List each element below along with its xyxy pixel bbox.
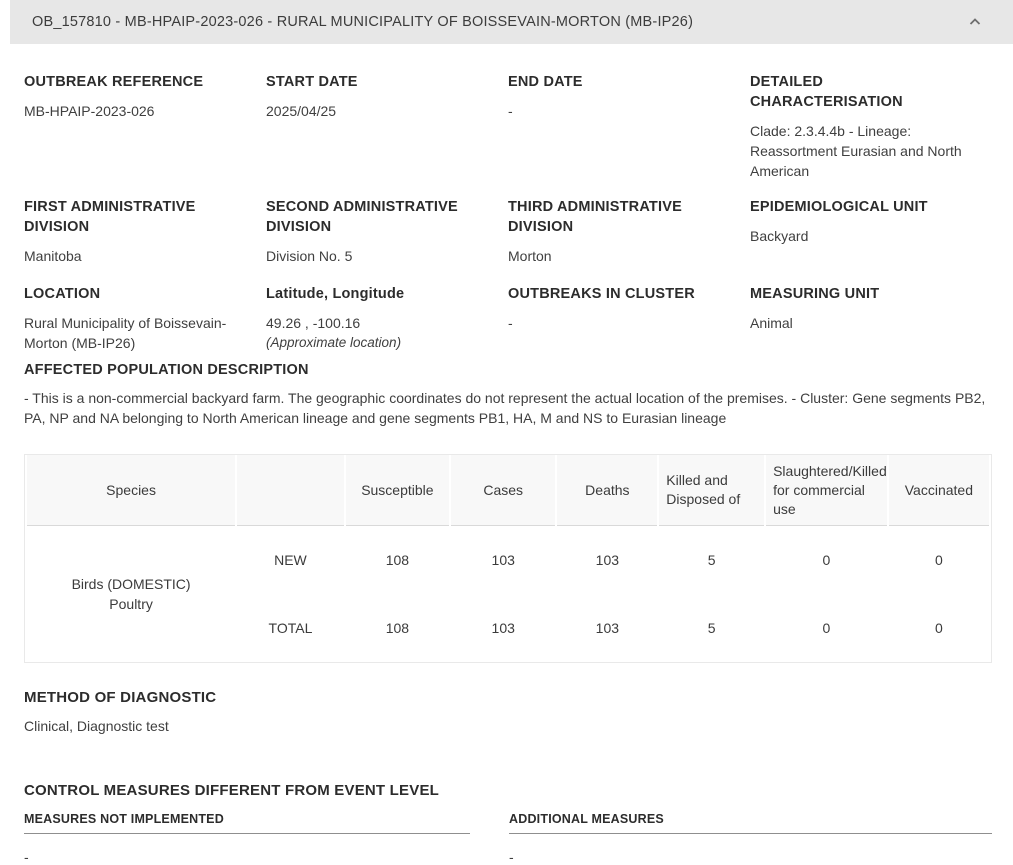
affected-population-text: - This is a non-commercial backyard farm. The geographic coordinates do not represent the actual location of the premises. - Cluster: Gene segments PB2, PA, NP and NA belonging to North American lineage and gene segments PB1, HA, M and NS to Eurasian lineage bbox=[24, 390, 986, 426]
field-location bbox=[24, 284, 266, 353]
field-value: Backyard bbox=[750, 228, 809, 244]
chevron-up-icon[interactable] bbox=[967, 14, 983, 30]
table-row-new bbox=[27, 526, 989, 594]
column-header-killed-disposed: Killed and Disposed of bbox=[659, 455, 764, 526]
column-header-slaughtered: Slaughtered/Killed for commercial use bbox=[766, 455, 887, 526]
outbreak-detail-panel bbox=[0, 44, 1013, 865]
field-value: Division No. 5 bbox=[266, 248, 353, 264]
field-value: Manitoba bbox=[24, 248, 82, 264]
field-outbreak-reference bbox=[24, 72, 266, 181]
vaccinated-cell: 0 bbox=[934, 620, 943, 636]
field-third-admin-division bbox=[508, 197, 750, 266]
additional-measures-value: - bbox=[509, 849, 514, 865]
column-header-species: Species bbox=[27, 455, 235, 526]
field-value: Rural Municipality of Boissevain-Morton (MB-IP26) bbox=[24, 315, 227, 351]
field-label: LOCATION bbox=[24, 286, 101, 302]
field-label: END DATE bbox=[508, 74, 583, 90]
field-label: THIRD ADMINISTRATIVE DIVISION bbox=[508, 199, 682, 235]
row-type-cell: NEW bbox=[274, 552, 307, 568]
susceptible-cell: 108 bbox=[385, 552, 410, 568]
field-latitude-longitude bbox=[266, 284, 508, 353]
deaths-cell: 103 bbox=[595, 552, 620, 568]
additional-measures-column bbox=[509, 812, 992, 865]
column-header-deaths: Deaths bbox=[557, 455, 657, 526]
field-value: 49.26 , -100.16 bbox=[266, 315, 361, 331]
column-header-susceptible: Susceptible bbox=[346, 455, 449, 526]
field-value: Animal bbox=[750, 315, 793, 331]
deaths-cell: 103 bbox=[595, 620, 620, 636]
field-first-admin-division bbox=[24, 197, 266, 266]
affected-population-label: AFFECTED POPULATION DESCRIPTION bbox=[24, 362, 309, 378]
affected-population-section bbox=[24, 360, 992, 428]
species-subtype: Poultry bbox=[109, 596, 153, 612]
field-end-date bbox=[508, 72, 750, 181]
field-value: 2025/04/25 bbox=[266, 103, 337, 119]
field-outbreaks-in-cluster bbox=[508, 284, 750, 353]
field-value: MB-HPAIP-2023-026 bbox=[24, 103, 155, 119]
field-second-admin-division bbox=[266, 197, 508, 266]
field-label: MEASURING UNIT bbox=[750, 286, 880, 302]
field-value: - bbox=[508, 103, 513, 119]
susceptible-cell: 108 bbox=[385, 620, 410, 636]
outbreak-title: OB_157810 - MB-HPAIP-2023-026 - RURAL MUNICIPALITY OF BOISSEVAIN-MORTON (MB-IP26) bbox=[32, 14, 694, 30]
cases-cell: 103 bbox=[491, 620, 515, 636]
killed-disposed-cell: 5 bbox=[707, 620, 716, 636]
control-measures-title: CONTROL MEASURES DIFFERENT FROM EVENT LEVEL bbox=[24, 782, 440, 799]
outbreak-accordion-header[interactable] bbox=[10, 0, 1013, 44]
field-start-date bbox=[266, 72, 508, 181]
method-of-diagnostic-value: Clinical, Diagnostic test bbox=[24, 718, 169, 734]
method-of-diagnostic-section bbox=[24, 687, 992, 736]
field-label: DETAILED CHARACTERISATION bbox=[750, 74, 903, 110]
field-label: START DATE bbox=[266, 74, 358, 90]
column-header-cases: Cases bbox=[451, 455, 555, 526]
control-measures-columns bbox=[24, 812, 992, 865]
field-label: OUTBREAK REFERENCE bbox=[24, 74, 204, 90]
field-label: EPIDEMIOLOGICAL UNIT bbox=[750, 199, 928, 215]
additional-measures-label: ADDITIONAL MEASURES bbox=[509, 812, 992, 834]
field-measuring-unit bbox=[750, 284, 992, 353]
species-name: Birds (DOMESTIC) bbox=[71, 576, 191, 592]
table-header-row bbox=[27, 455, 989, 526]
killed-disposed-cell: 5 bbox=[707, 552, 716, 568]
details-row-1 bbox=[24, 72, 992, 181]
vaccinated-cell: 0 bbox=[934, 552, 943, 568]
measures-not-implemented-column bbox=[24, 812, 470, 865]
approximate-location-note: (Approximate location) bbox=[266, 335, 402, 350]
field-value: - bbox=[508, 315, 513, 331]
field-detailed-characterisation bbox=[750, 72, 992, 181]
cases-cell: 103 bbox=[491, 552, 515, 568]
field-epidemiological-unit bbox=[750, 197, 992, 266]
field-label: Latitude, Longitude bbox=[266, 286, 405, 302]
measures-not-implemented-label: MEASURES NOT IMPLEMENTED bbox=[24, 812, 470, 834]
slaughtered-cell: 0 bbox=[822, 552, 831, 568]
field-label: FIRST ADMINISTRATIVE DIVISION bbox=[24, 199, 196, 235]
population-table bbox=[24, 454, 992, 663]
column-header-row-type bbox=[237, 455, 344, 526]
field-label: SECOND ADMINISTRATIVE DIVISION bbox=[266, 199, 458, 235]
row-type-cell: TOTAL bbox=[268, 620, 313, 636]
column-header-vaccinated: Vaccinated bbox=[889, 455, 989, 526]
measures-not-implemented-value: - bbox=[24, 849, 29, 865]
species-cell bbox=[27, 526, 235, 662]
details-row-3 bbox=[24, 284, 992, 353]
slaughtered-cell: 0 bbox=[822, 620, 831, 636]
field-label: OUTBREAKS IN CLUSTER bbox=[508, 286, 695, 302]
field-value: Morton bbox=[508, 248, 552, 264]
details-row-2 bbox=[24, 197, 992, 266]
method-of-diagnostic-label: METHOD OF DIAGNOSTIC bbox=[24, 689, 217, 706]
field-value: Clade: 2.3.4.4b - Lineage: Reassortment Eurasian and North American bbox=[750, 123, 962, 179]
